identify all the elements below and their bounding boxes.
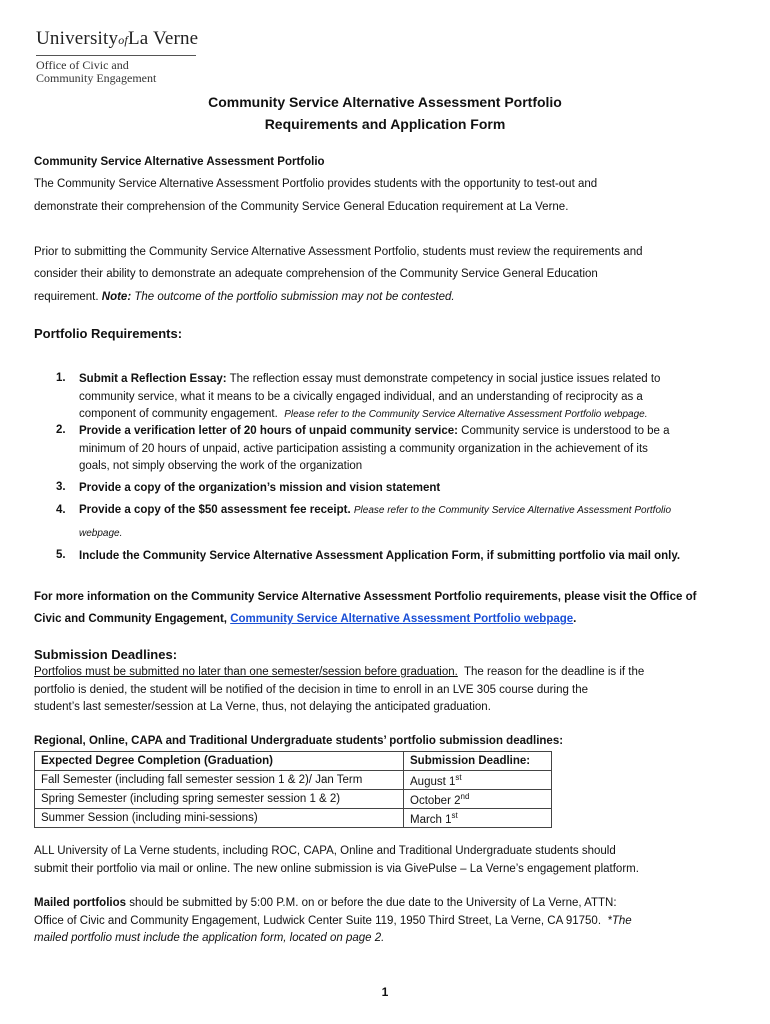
deadlines-heading: Submission Deadlines:: [34, 647, 178, 662]
req-2-title: Provide a verification letter of 20 hours of unpaid community service:: [79, 425, 458, 437]
online-paragraph: [34, 843, 734, 878]
mailed-line2-italic: *The: [607, 914, 632, 927]
deadlines-line3: student’s last semester/session at La Verne, thus, not delaying the anticipated graduation.: [34, 701, 491, 713]
document-title-line-2: Requirements and Application Form: [264, 116, 506, 132]
table-cell-deadline: [404, 809, 552, 828]
office-line-1: Office of Civic and: [36, 58, 129, 72]
logo-of: of: [118, 33, 128, 47]
req-3-number: 3.: [56, 481, 66, 493]
note-text: The outcome of the portfolio submission may not be contested.: [134, 291, 455, 303]
more-info-line2: [34, 608, 734, 630]
mailed-label: Mailed portfolios: [34, 897, 126, 909]
logo-divider: [36, 55, 196, 56]
mailed-paragraph: [34, 895, 734, 948]
req-4: [79, 502, 729, 542]
office-name: [36, 59, 156, 85]
mailed-line3: mailed portfolio must include the application form, located on page 2.: [34, 932, 385, 944]
req-2-text1: Community service is understood to be a: [461, 425, 670, 437]
deadline-suffix: nd: [460, 791, 470, 801]
intro-p2-line3: [34, 286, 734, 308]
req-1-text2: community service, what it means to be a civically engaged individual, and an understanding of reciprocity as a: [79, 390, 643, 403]
req-5: Include the Community Service Alternative Assessment Application Form, if submitting portfolio via mail only.: [79, 550, 681, 562]
table-row: [35, 790, 552, 809]
deadlines-line2: portfolio is denied, the student will be notified of the decision in time to enroll in an LVE 305 course during the: [34, 683, 589, 696]
intro-heading: Community Service Alternative Assessment Portfolio: [34, 156, 325, 168]
req-4-title: Provide a copy of the $50 assessment fee receipt.: [79, 504, 351, 516]
req-2-number: 2.: [56, 424, 66, 436]
req-2-text2: minimum of 20 hours of unpaid, active participation assisting a community organization in the achievement of its: [79, 442, 648, 455]
office-line-2: Community Engagement: [36, 71, 157, 85]
table-cell-term: Fall Semester (including fall semester session 1 & 2)/ Jan Term: [35, 771, 404, 790]
deadline-date: August 1: [410, 775, 456, 788]
intro-p2-line2: consider their ability to demonstrate an adequate comprehension of the Community Service General Education: [34, 268, 598, 280]
university-logo: [36, 28, 198, 50]
note-label: Note:: [101, 291, 132, 303]
table-header-deadline: Submission Deadline:: [404, 752, 552, 771]
table-row: [35, 809, 552, 828]
deadline-suffix: st: [451, 810, 458, 820]
deadlines-table: [34, 751, 552, 828]
req-1-text1: The reflection essay must demonstrate competency in social justice issues related to: [229, 373, 661, 385]
requirements-heading: Portfolio Requirements:: [34, 326, 183, 341]
req-2: [79, 423, 729, 476]
logo-university: University: [36, 28, 119, 49]
more-info-line1: For more information on the Community Service Alternative Assessment Portfolio requirements, please visit the Office of: [34, 591, 697, 603]
intro-p1-line2: demonstrate their comprehension of the Community Service General Education requirement at La Verne.: [34, 201, 569, 213]
online-line1: ALL University of La Verne students, including ROC, CAPA, Online and Traditional Undergraduate students should: [34, 845, 616, 857]
table-cell-deadline: [404, 771, 552, 790]
req-4-note1: Please refer to the Community Service Alternative Assessment Portfolio: [353, 505, 672, 516]
table-cell-term: Spring Semester (including spring semester session 1 & 2): [35, 790, 404, 809]
table-cell-term: Summer Session (including mini-sessions): [35, 809, 404, 828]
intro-p2-line1: Prior to submitting the Community Service Alternative Assessment Portfolio, students must review the requirements and: [34, 246, 643, 258]
table-cell-deadline: [404, 790, 552, 809]
deadline-date: March 1: [410, 813, 452, 826]
deadline-date: October 2: [410, 794, 461, 807]
req-3: Provide a copy of the organization’s mission and vision statement: [79, 482, 441, 494]
table-caption: Regional, Online, CAPA and Traditional Undergraduate students’ portfolio submission deadlines:: [34, 735, 564, 747]
deadline-rule: Portfolios must be submitted no later than one semester/session before graduation.: [34, 666, 458, 678]
req-1-title: Submit a Reflection Essay:: [79, 373, 227, 385]
req-5-number: 5.: [56, 549, 66, 561]
deadlines-line1-rest: The reason for the deadline is if the: [464, 666, 645, 678]
deadlines-paragraph: [34, 664, 734, 717]
req-1-note: Please refer to the Community Service Alternative Assessment Portfolio webpage.: [284, 409, 648, 420]
intro-p1-line1: The Community Service Alternative Assessment Portfolio provides students with the opportunity to test-out and: [34, 178, 598, 190]
intro-p2-line3-start: requirement.: [34, 291, 99, 303]
deadline-suffix: st: [455, 772, 462, 782]
req-2-text3: goals, not simply observing the work of the organization: [79, 460, 363, 472]
req-4-note2: webpage.: [79, 527, 123, 539]
table-row: [35, 771, 552, 790]
req-4-number: 4.: [56, 504, 66, 516]
online-line2: submit their portfolio via mail or online. The new online submission is via GivePulse – La Verne’s engagement platform.: [34, 862, 639, 875]
more-info-period: .: [573, 613, 577, 625]
document-title-line-1: Community Service Alternative Assessment Portfolio: [208, 94, 562, 110]
mailed-line2: Office of Civic and Community Engagement, Ludwick Center Suite 119, 1950 Third Street, La Verne, CA 91750.: [34, 914, 602, 927]
req-1: [79, 371, 729, 424]
logo-la-verne: La Verne: [127, 28, 199, 49]
page-number: 1: [381, 985, 389, 999]
table-header-row: [35, 752, 552, 771]
req-1-number: 1.: [56, 372, 66, 384]
portfolio-webpage-link[interactable]: Community Service Alternative Assessment Portfolio webpage: [230, 613, 574, 625]
mailed-line1-rest: should be submitted by 5:00 P.M. on or before the due date to the University of La Verne, ATTN:: [129, 897, 617, 909]
more-info-line2-start: Civic and Community Engagement,: [34, 613, 227, 625]
table-header-term: Expected Degree Completion (Graduation): [35, 752, 404, 771]
req-1-text3: component of community engagement.: [79, 408, 278, 420]
